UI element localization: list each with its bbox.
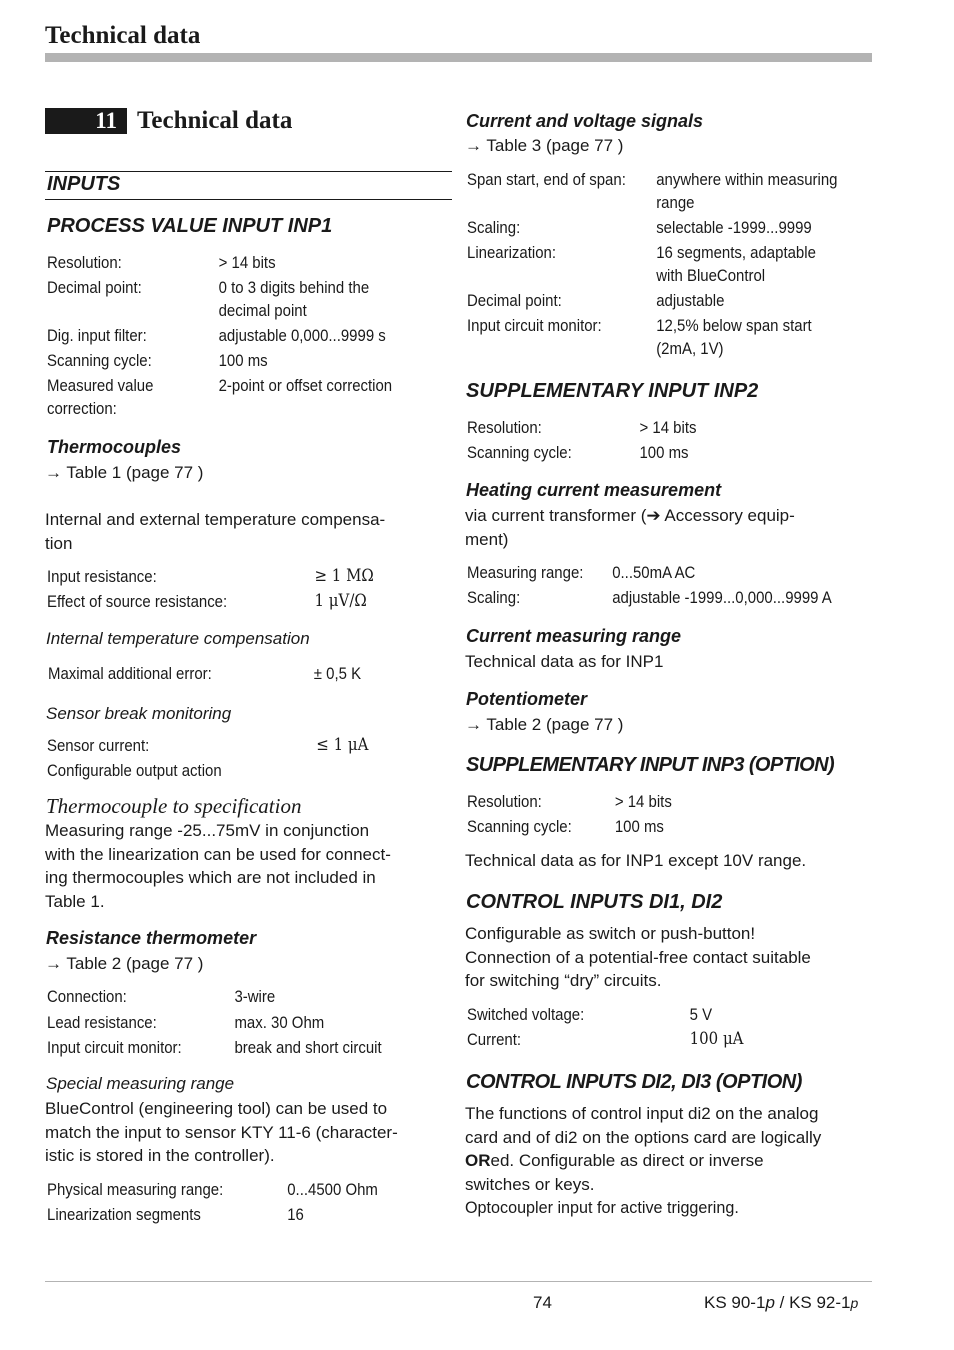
potentiometer-heading: Potentiometer: [466, 689, 588, 709]
resistance-thermometer-heading: Resistance thermometer: [46, 928, 257, 948]
tc-spec-text: Measuring range -25...75mV in conjunction with the linearization can be used for connect- ing thermocouples which are not included in Table 1.: [45, 821, 391, 911]
rt-key: Lead resistance:: [47, 1012, 157, 1032]
smr-table: [47, 1178, 434, 1228]
resistance-thermometer-ref: → Table 2 (page 77 ): [45, 954, 204, 973]
ci1-value: 5 V: [689, 1005, 713, 1024]
cvs-value: adjustable: [656, 291, 725, 310]
supplementary-input-inp3-heading: SUPPLEMENTARY INPUT INP3 (OPTION): [466, 754, 835, 776]
inputs-rule-bottom: [45, 199, 452, 200]
current-measuring-range-heading: Current measuring range: [466, 626, 682, 646]
special-measuring-range-heading: Special measuring range: [46, 1074, 235, 1093]
cvs-value: 16 segments, adaptable: [656, 243, 816, 262]
cvs-value-cont: (2mA, 1V): [656, 339, 724, 358]
special-measuring-range-text: BlueControl (engineering tool) can be used to match the input to sensor KTY 11-6 (character- istic is stored in the controller).: [45, 1099, 398, 1165]
tc-value: ≥ 1 MΩ: [314, 566, 374, 586]
smr-key: Physical measuring range:: [47, 1180, 224, 1199]
inp3-key: Scanning cycle:: [467, 817, 572, 836]
current-voltage-signals-ref: → Table 3 (page 77 ): [465, 136, 624, 155]
process-value-input-heading: PROCESS VALUE INPUT INP1: [47, 215, 333, 237]
sbm-table: [47, 734, 434, 784]
internal-temp-compensation-heading: Internal temperature compensation: [46, 629, 310, 648]
pvi-table: [47, 251, 434, 422]
control-inputs-di1-di2-text: Configurable as switch or push-button! Connection of a potential-free contact suitable for switching “dry” circuits.: [465, 924, 811, 990]
model-b-suffix: p: [850, 1295, 859, 1311]
pvi-value-cont: decimal point: [218, 301, 307, 320]
chapter-title: Technical data: [137, 107, 293, 134]
cvs-value-cont: range: [656, 193, 695, 212]
sbm-key: Sensor current:: [47, 736, 150, 755]
itc-value: ± 0,5 K: [313, 664, 362, 683]
inputs-rule-top: [45, 171, 452, 172]
sbm-value: ≤ 1 μA: [316, 735, 369, 755]
itc-table: [48, 662, 435, 687]
pvi-key: Scanning cycle:: [47, 351, 152, 370]
running-header-title: Technical data: [45, 22, 201, 49]
cvs-key: Input circuit monitor:: [467, 316, 602, 335]
pvi-value: adjustable 0,000...9999 s: [218, 326, 386, 345]
heating-current-heading: Heating current measurement: [466, 480, 722, 500]
ci1-table: [467, 1003, 872, 1053]
inputs-heading: INPUTS: [47, 173, 121, 195]
inp2-table: [467, 416, 872, 466]
current-voltage-signals-heading: Current and voltage signals: [466, 111, 704, 131]
heating-current-text: via current transformer (➔ Accessory equip- ment): [465, 506, 795, 549]
pvi-value: > 14 bits: [218, 253, 276, 272]
model-b: KS 92-1: [789, 1293, 851, 1312]
header-rule: [45, 53, 872, 62]
smr-key: Linearization segments: [47, 1205, 201, 1224]
ci1-key: Switched voltage:: [467, 1005, 585, 1024]
inp3-key: Resolution:: [467, 792, 542, 811]
cvs-value: 12,5% below span start: [656, 316, 812, 335]
ci1-value: 100 μA: [689, 1029, 744, 1049]
smr-value: 16: [287, 1205, 304, 1224]
cvs-value-cont: with BlueControl: [656, 266, 766, 285]
model-sep: /: [774, 1293, 790, 1312]
page-number: 74: [533, 1293, 552, 1312]
inp3-table: [467, 790, 872, 840]
hcm-key: Measuring range:: [467, 563, 584, 582]
inp2-value: 100 ms: [639, 443, 689, 462]
model-label: [704, 1293, 858, 1313]
pvi-key-cont: correction:: [47, 399, 117, 418]
pvi-value: 0 to 3 digits behind the: [218, 278, 370, 297]
inp2-key: Scanning cycle:: [467, 443, 572, 462]
tc-key: Effect of source resistance:: [47, 592, 228, 611]
smr-value: 0...4500 Ohm: [287, 1180, 378, 1199]
cvs-value: selectable -1999...9999: [656, 218, 812, 237]
potentiometer-ref: → Table 2 (page 77 ): [465, 715, 624, 734]
hcm-value: 0...50mA AC: [612, 563, 696, 582]
supplementary-input-inp2-heading: SUPPLEMENTARY INPUT INP2: [466, 380, 759, 402]
inp3-value: > 14 bits: [614, 792, 672, 811]
chapter-number: 11: [45, 108, 127, 134]
sbm-extra: Configurable output action: [47, 761, 222, 780]
rt-table: [47, 985, 434, 1062]
ci2-extra: Optocoupler input for active triggering.: [465, 1198, 739, 1217]
control-inputs-di2-di3-heading: CONTROL INPUTS DI2, DI3 (OPTION): [466, 1071, 802, 1093]
pvi-value: 2-point or offset correction: [218, 376, 393, 395]
ci2-bold-or: OR: [465, 1151, 491, 1170]
ci2-text-b: ed. Configurable as direct or inverse switches or keys.: [465, 1151, 764, 1194]
hcm-key: Scaling:: [467, 588, 521, 607]
hcm-table: [467, 561, 872, 611]
model-a-suffix: p: [765, 1293, 775, 1312]
rt-value: 3-wire: [234, 987, 276, 1006]
tc-value: 1 μV/Ω: [314, 591, 367, 611]
inp3-value: 100 ms: [614, 817, 664, 836]
inp2-key: Resolution:: [467, 418, 542, 437]
pvi-key: Dig. input filter:: [47, 326, 147, 345]
rt-key: Input circuit monitor:: [47, 1038, 182, 1057]
control-inputs-di2-di3-text: [465, 1102, 885, 1196]
ci1-key: Current:: [467, 1030, 522, 1049]
thermocouples-heading: Thermocouples: [47, 437, 182, 457]
inp3-text: Technical data as for INP1 except 10V range.: [465, 851, 807, 870]
rt-value: max. 30 Ohm: [234, 1012, 325, 1032]
tc-key: Input resistance:: [47, 567, 157, 586]
cvs-key: Decimal point:: [467, 291, 562, 310]
pvi-key: Measured value: [47, 376, 154, 395]
rt-key: Connection:: [47, 987, 127, 1006]
ci2-text-a: The functions of control input di2 on the analog card and of di2 on the options card are logically: [465, 1104, 822, 1147]
footer-rule: [45, 1281, 872, 1282]
sensor-break-heading: Sensor break monitoring: [46, 704, 232, 723]
tc-spec-heading: Thermocouple to specification: [46, 794, 302, 818]
rt-value: break and short circuit: [234, 1038, 382, 1057]
pvi-key: Decimal point:: [47, 278, 142, 297]
itc-key: Maximal additional error:: [48, 664, 212, 683]
pvi-value: 100 ms: [218, 351, 268, 370]
inp2-value: > 14 bits: [639, 418, 697, 437]
current-measuring-range-text: Technical data as for INP1: [465, 652, 664, 671]
hcm-value: adjustable -1999...0,000...9999 A: [612, 588, 832, 607]
chapter-heading: [45, 107, 292, 135]
pvi-key: Resolution:: [47, 253, 122, 272]
cvs-key: Span start, end of span:: [467, 170, 626, 189]
cvs-key: Scaling:: [467, 218, 521, 237]
control-inputs-di1-di2-heading: CONTROL INPUTS DI1, DI2: [466, 891, 723, 913]
cvs-value: anywhere within measuring: [656, 170, 838, 189]
model-a: KS 90-1: [704, 1293, 766, 1312]
cvs-table: [467, 168, 872, 362]
thermocouples-table-ref: → Table 1 (page 77 ): [45, 463, 204, 482]
thermocouples-table: [47, 565, 434, 615]
thermocouples-text: Internal and external temperature compensa- tion: [45, 510, 386, 553]
cvs-key: Linearization:: [467, 243, 556, 262]
